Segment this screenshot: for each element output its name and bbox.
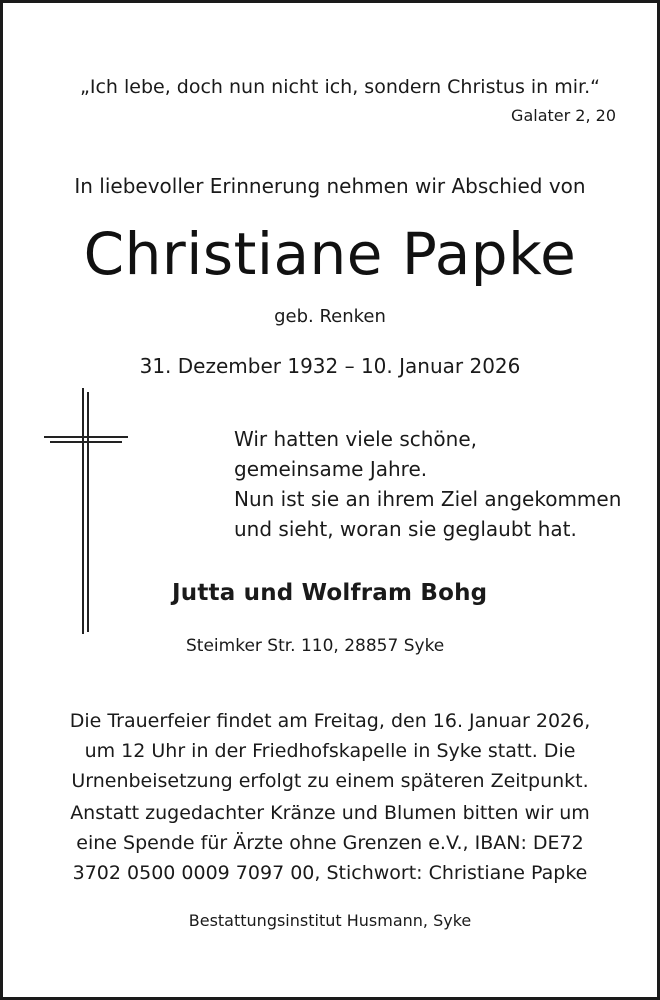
poem — [234, 424, 621, 544]
donation-info — [0, 798, 660, 888]
maiden-name: geb. Renken — [274, 306, 386, 327]
poem-line: und sieht, woran sie geglaubt hat. — [234, 517, 577, 541]
poem-line: Wir hatten viele schöne, — [234, 427, 478, 451]
mourner-address: Steimker Str. 110, 28857 Syke — [186, 636, 445, 656]
donation-line: eine Spende für Ärzte ohne Grenzen e.V., IBAN: DE72 — [76, 832, 584, 854]
life-dates: 31. Dezember 1932 – 10. Januar 2026 — [139, 354, 521, 378]
donation-line: Anstatt zugedachter Kränze und Blumen bitten wir um — [70, 802, 590, 824]
bible-verse-reference: Galater 2, 20 — [511, 106, 616, 125]
intro-text: In liebevoller Erinnerung nehmen wir Abschied von — [74, 174, 586, 198]
ceremony-line: Die Trauerfeier findet am Freitag, den 16. Januar 2026, — [69, 710, 591, 732]
deceased-name: Christiane Papke — [83, 220, 577, 288]
ceremony-info — [0, 706, 660, 796]
poem-line: Nun ist sie an ihrem Ziel angekommen — [234, 487, 622, 511]
poem-line: gemeinsame Jahre. — [234, 457, 428, 481]
donation-line: 3702 0500 0009 7097 00, Stichwort: Christiane Papke — [72, 862, 588, 884]
mourner-names: Jutta und Wolfram Bohg — [172, 580, 488, 606]
ceremony-line: Urnenbeisetzung erfolgt zu einem späteren Zeitpunkt. — [71, 770, 589, 792]
bible-verse-quote: „Ich lebe, doch nun nicht ich, sondern Christus in mir.“ — [80, 76, 600, 98]
ceremony-line: um 12 Uhr in der Friedhofskapelle in Syke statt. Die — [84, 740, 576, 762]
funeral-home: Bestattungsinstitut Husmann, Syke — [188, 911, 472, 930]
